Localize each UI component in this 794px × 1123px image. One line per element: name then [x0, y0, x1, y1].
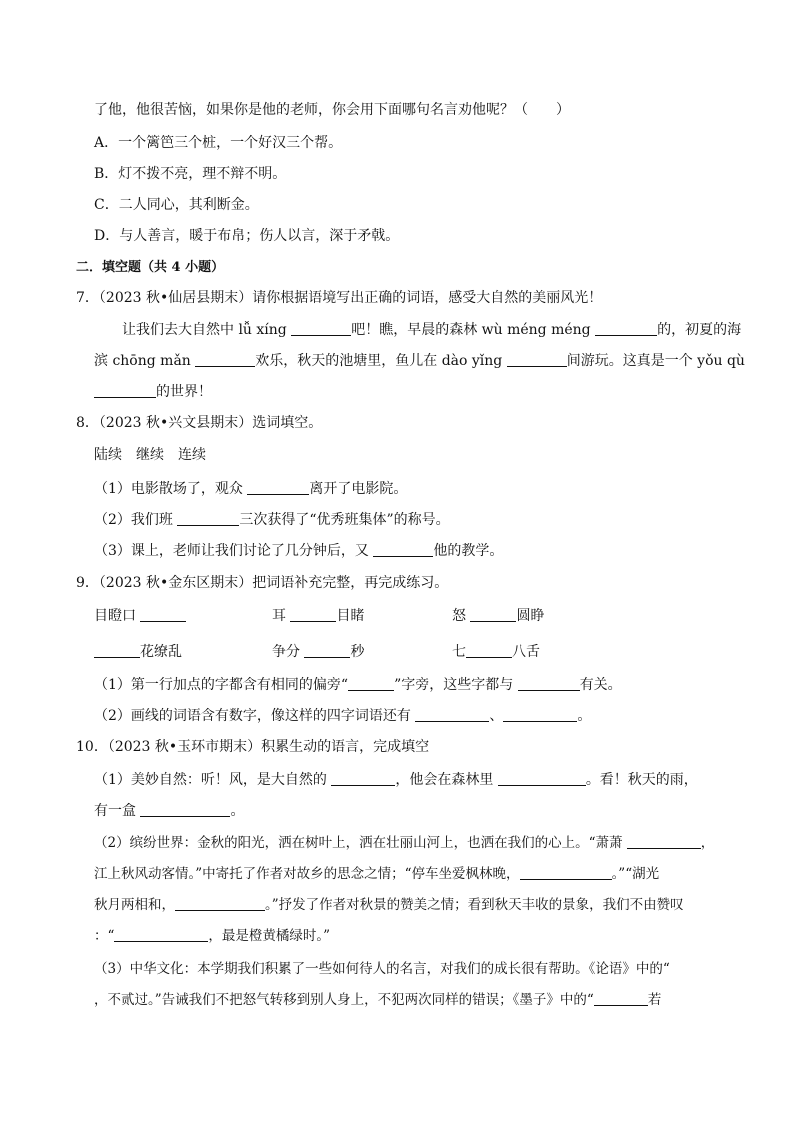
q8-text: （3）课上，老师让我们讨论了几分钟后，又 — [94, 543, 374, 559]
q7-text: 欢乐，秋天的池塘里，鱼儿在 dào yǐng — [255, 353, 507, 369]
q9-text: 。 — [577, 708, 592, 724]
q8-text: 三次获得了“优秀班集体”的称号。 — [239, 512, 450, 528]
q10-text: ，不贰过。”告诫我们不把怒气转移到别人身上，不犯两次同样的错误；《墨子》中的“ — [94, 992, 594, 1008]
q8-text: 离开了电影院。 — [309, 481, 408, 497]
q6-option-d: D．与人善言，暖于布帛；伤人以言，深于矛戟。 — [94, 228, 400, 244]
q9-text: 圆睁 — [516, 608, 545, 624]
q10-text: （1）美妙自然：听！风，是大自然的 — [94, 772, 332, 788]
q9-blank-4[interactable] — [94, 642, 140, 658]
q8-text: （2）我们班 — [94, 512, 178, 528]
q9-row2-col1 — [94, 642, 182, 662]
q9-row2-col2 — [272, 642, 364, 662]
q9-blank-7[interactable] — [348, 675, 394, 691]
q10-text: ，最是橙黄橘绿时。” — [208, 928, 331, 944]
q10-blank-7[interactable] — [114, 926, 208, 942]
q7-blank-3[interactable] — [195, 351, 255, 367]
section-title-fill-blank: 二．填空题（共 4 小题） — [76, 260, 225, 275]
q8-text: （1）电影散场了，观众 — [94, 481, 248, 497]
q9-text: 七 — [452, 644, 466, 660]
q9-text: 目睹 — [336, 608, 365, 624]
q6-option-b: B．灯不拨不亮，理不辩不明。 — [94, 166, 287, 182]
q7-passage-line1 — [122, 320, 741, 340]
q6-stem-tail: 了他，他很苦恼，如果你是他的老师，你会用下面哪句名言劝他呢？（ ） — [94, 102, 570, 118]
q7-stem: 7．（2023 秋•仙居县期末）请你根据语境写出正确的词语，感受大自然的美丽风光！ — [76, 290, 603, 306]
q9-text: 八舌 — [512, 644, 540, 660]
q9-text: 、 — [489, 708, 504, 724]
q7-passage-line2 — [94, 351, 745, 371]
q9-text: 目瞪口 — [94, 608, 141, 624]
q9-blank-1[interactable] — [140, 606, 186, 622]
q9-text: （2）画线的词语含有数字，像这样的四字词语还有 — [94, 708, 416, 724]
q7-text: 滨 chōng mǎn — [94, 353, 196, 369]
q8-text: 他的教学。 — [433, 543, 504, 559]
q10-text: 若 — [647, 992, 662, 1008]
q10-text: 江上秋风动客情。”中寄托了作者对故乡的思念之情；“停车坐爱枫林晚， — [94, 866, 520, 882]
q9-blank-8[interactable] — [518, 675, 580, 691]
q10-sentence-2-line4 — [94, 926, 330, 946]
q8-sentence-3 — [94, 541, 503, 561]
q10-text: ：“ — [94, 928, 115, 944]
q6-option-c: C．二人同心，其利断金。 — [94, 197, 259, 213]
q10-text: 秋月两相和， — [94, 897, 175, 913]
q10-blank-1[interactable] — [331, 770, 395, 786]
q8-blank-3[interactable] — [373, 541, 433, 557]
q6-option-a: A．一个篱笆三个桩，一个好汉三个帮。 — [94, 135, 343, 151]
q10-text: 。”抒发了作者对秋景的赞美之情；看到秋天丰收的景象，我们不由赞叹 — [265, 897, 684, 913]
q9-text: 秒 — [350, 644, 365, 660]
q10-text: 。看！秋天的雨， — [585, 772, 698, 788]
q10-blank-8[interactable] — [594, 990, 648, 1006]
q10-text: ，他会在森林里 — [395, 772, 498, 788]
q10-blank-3[interactable] — [140, 801, 230, 817]
q10-text: 有一盒 — [94, 803, 141, 819]
q9-row1-col2 — [272, 606, 364, 626]
q7-text: 间游玩。这真是一个 yǒu qù — [566, 353, 745, 369]
q9-blank-3[interactable] — [470, 606, 516, 622]
q10-text: 。 — [230, 803, 245, 819]
q10-text: ， — [700, 835, 715, 851]
q10-sentence-3-line1: （3）中华文化：本学期我们积累了一些如何待人的名言，对我们的成长很有帮助。《论语》中的“ — [94, 961, 670, 977]
q9-sentence-1 — [94, 675, 622, 695]
q9-row1-col1 — [94, 606, 186, 626]
q9-text: ”字旁，这些字都与 — [394, 677, 518, 693]
q8-blank-1[interactable] — [247, 479, 309, 495]
q10-text: 。”“湖光 — [611, 866, 660, 882]
q7-text: 的，初夏的海 — [657, 322, 742, 338]
q9-row1-col3 — [452, 606, 544, 626]
q10-blank-2[interactable] — [498, 770, 586, 786]
q10-sentence-2-line1 — [94, 833, 714, 853]
q10-stem: 10．（2023 秋•玉环市期末）积累生动的语言，完成填空 — [76, 739, 430, 755]
q7-blank-2[interactable] — [595, 320, 657, 336]
q8-stem: 8．（2023 秋•兴文县期末）选词填空。 — [76, 415, 323, 431]
q10-text: （2）缤纷世界：金秋的阳光，洒在树叶上，洒在壮丽山河上，也洒在我们的心上。“萧萧 — [94, 835, 627, 851]
q7-text: 的世界！ — [156, 384, 212, 400]
q9-text: 耳 — [272, 608, 291, 624]
q9-text: 怒 — [452, 608, 471, 624]
q9-text: 争分 — [272, 644, 305, 660]
q9-blank-9[interactable] — [415, 706, 489, 722]
q9-blank-2[interactable] — [290, 606, 336, 622]
q7-passage-line3 — [94, 382, 212, 402]
q7-blank-5[interactable] — [94, 382, 156, 398]
q10-sentence-1-line1 — [94, 770, 698, 790]
q9-text: （1）第一行加点的字都含有相同的偏旁“ — [94, 677, 349, 693]
q9-text: 有关。 — [579, 677, 622, 693]
q7-text: 吧！瞧，早晨的森林 wù méng méng — [351, 322, 596, 338]
q9-sentence-2 — [94, 706, 591, 726]
q9-blank-5[interactable] — [304, 642, 350, 658]
q9-text: 花缭乱 — [140, 644, 182, 660]
q10-blank-5[interactable] — [520, 864, 612, 880]
q7-text: 让我们去大自然中 lǚ xíng — [122, 322, 292, 338]
q8-sentence-1 — [94, 479, 407, 499]
q8-blank-2[interactable] — [177, 510, 239, 526]
q10-sentence-3-line2 — [94, 990, 661, 1010]
q10-sentence-1-line2 — [94, 801, 244, 821]
q7-blank-1[interactable] — [291, 320, 351, 336]
q10-sentence-2-line3 — [94, 895, 684, 915]
q9-row2-col3 — [452, 642, 540, 662]
q10-blank-6[interactable] — [175, 895, 265, 911]
q9-blank-6[interactable] — [466, 642, 512, 658]
q10-sentence-2-line2 — [94, 864, 659, 884]
q8-sentence-2 — [94, 510, 450, 530]
q9-stem: 9．（2023 秋•金东区期末）把词语补充完整，再完成练习。 — [76, 575, 449, 591]
q7-blank-4[interactable] — [507, 351, 567, 367]
q10-blank-4[interactable] — [627, 833, 701, 849]
q9-blank-10[interactable] — [503, 706, 577, 722]
q8-word-bank: 陆续 继续 连续 — [94, 447, 206, 463]
